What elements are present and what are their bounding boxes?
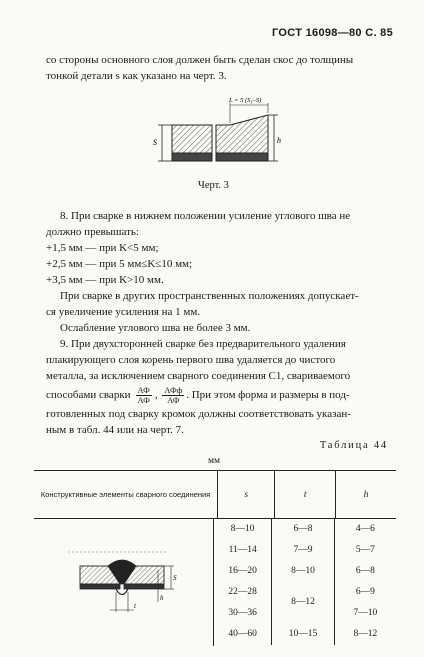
cell-h: 7—10 <box>353 607 378 618</box>
item-9-line: плакирующего слоя корень первого шва удаляется до чистого <box>46 354 336 366</box>
fraction-2-den: АФ <box>167 394 180 405</box>
weld-root <box>116 589 128 595</box>
rule-line: +2,5 мм — при 5 мм≤K≤10 мм; <box>46 258 193 270</box>
cell-s-group <box>214 581 272 623</box>
label-bevel-length: L = 5 (S₁–S) <box>229 97 262 104</box>
cell-s: 16—20 <box>214 560 272 581</box>
cell-t: 6—8 <box>272 518 334 539</box>
table-44-caption: Таблица 44 <box>319 440 388 451</box>
cell-t: 10—15 <box>272 623 334 645</box>
table-header-row <box>34 471 396 519</box>
table-44 <box>34 470 396 519</box>
table-row-group <box>214 581 396 623</box>
clad-layer-left <box>172 153 212 161</box>
item-9-line: 9. При двухсторонней сварке без предварительного удаления <box>60 338 346 350</box>
header-t: t <box>275 471 336 519</box>
base-plate-left <box>172 125 212 153</box>
item-9-text: . При этом форма и размеры в под- <box>186 389 350 401</box>
label-s: S <box>173 574 177 582</box>
rule-line: +3,5 мм — при K>10 мм. <box>46 274 164 286</box>
item-9 <box>46 336 401 384</box>
item-9-line: металла, за исключением сварного соединения С1, свариваемого <box>46 370 351 382</box>
item-9-line: ным в табл. 44 или на черт. 7. <box>46 424 184 436</box>
fraction-1-num: АФ <box>137 384 150 395</box>
item-8-line: должно превышать: <box>46 226 139 238</box>
table-divider <box>213 518 214 646</box>
label-h: h <box>160 594 164 602</box>
table-row <box>214 560 396 581</box>
item-8 <box>46 208 401 336</box>
cell-h-group <box>335 581 396 623</box>
label-h: h <box>277 136 281 145</box>
table-row <box>214 623 396 645</box>
table-unit: мм <box>208 456 221 466</box>
intro-line: со стороны основного слоя должен быть сделан скос до толщины <box>46 54 354 66</box>
intro-line: тонкой детали s как указано на черт. 3. <box>46 70 227 82</box>
label-s: S <box>153 138 157 147</box>
cell-h: 8—12 <box>353 629 378 639</box>
figure-3-caption: Черт. 3 <box>198 180 229 191</box>
cell-s: 40—60 <box>214 623 272 645</box>
item-8-line: ся увеличение усиления на 1 мм. <box>46 306 201 318</box>
header-elements: Конструктивные элементы сварного соединения <box>34 471 218 519</box>
figure-3-drawing <box>150 95 290 175</box>
label-t: t <box>134 602 136 610</box>
cell-s: 30—36 <box>228 607 257 618</box>
clad-layer-right <box>216 153 268 161</box>
fraction-1-den: АФ <box>137 394 150 405</box>
intro-paragraph <box>46 52 386 84</box>
cell-t: 8—10 <box>272 560 334 581</box>
item-9-line-fractions: способами сварки АФ АФ , АФф АФ . При этом форма и размеры в под- <box>46 384 350 405</box>
base-plate-right <box>216 115 268 153</box>
clad-left <box>80 584 120 589</box>
header-h: h <box>363 489 369 500</box>
item-8-line: Ослабление углового шва не более 3 мм. <box>60 322 251 334</box>
item-8-line: 8. При сварке в нижнем положении усиление углового шва не <box>60 210 351 222</box>
cell-h: 5—7 <box>355 544 375 555</box>
weld-joint-drawing <box>60 540 180 630</box>
item-8-line: При сварке в других пространственных положениях допускает- <box>60 290 359 302</box>
header-s: s <box>218 471 275 519</box>
fraction-2 <box>162 386 184 405</box>
table-body <box>214 518 396 645</box>
cell-h: 4—6 <box>355 523 375 534</box>
cell-s: 11—14 <box>214 539 272 560</box>
cell-t: 7—9 <box>272 539 334 560</box>
fraction-2-num: АФф <box>164 384 183 395</box>
cell-t-merged: 8—12 <box>272 581 334 623</box>
fraction-1 <box>136 386 152 405</box>
cell-h: 6—9 <box>355 586 375 597</box>
item-9-text: способами сварки <box>46 389 131 401</box>
table-row <box>214 518 396 539</box>
table-row <box>214 539 396 560</box>
page-header: ГОСТ 16098—80 С. 85 <box>272 27 393 39</box>
cell-s: 8—10 <box>214 518 272 539</box>
item-9-line: готовленных под сварку кромок должны соответствовать указан- <box>46 408 351 420</box>
item-9-tail <box>46 406 401 438</box>
cell-s: 22—28 <box>228 586 257 597</box>
rule-line: +1,5 мм — при K<5 мм; <box>46 242 159 254</box>
cell-h: 6—8 <box>355 565 375 576</box>
